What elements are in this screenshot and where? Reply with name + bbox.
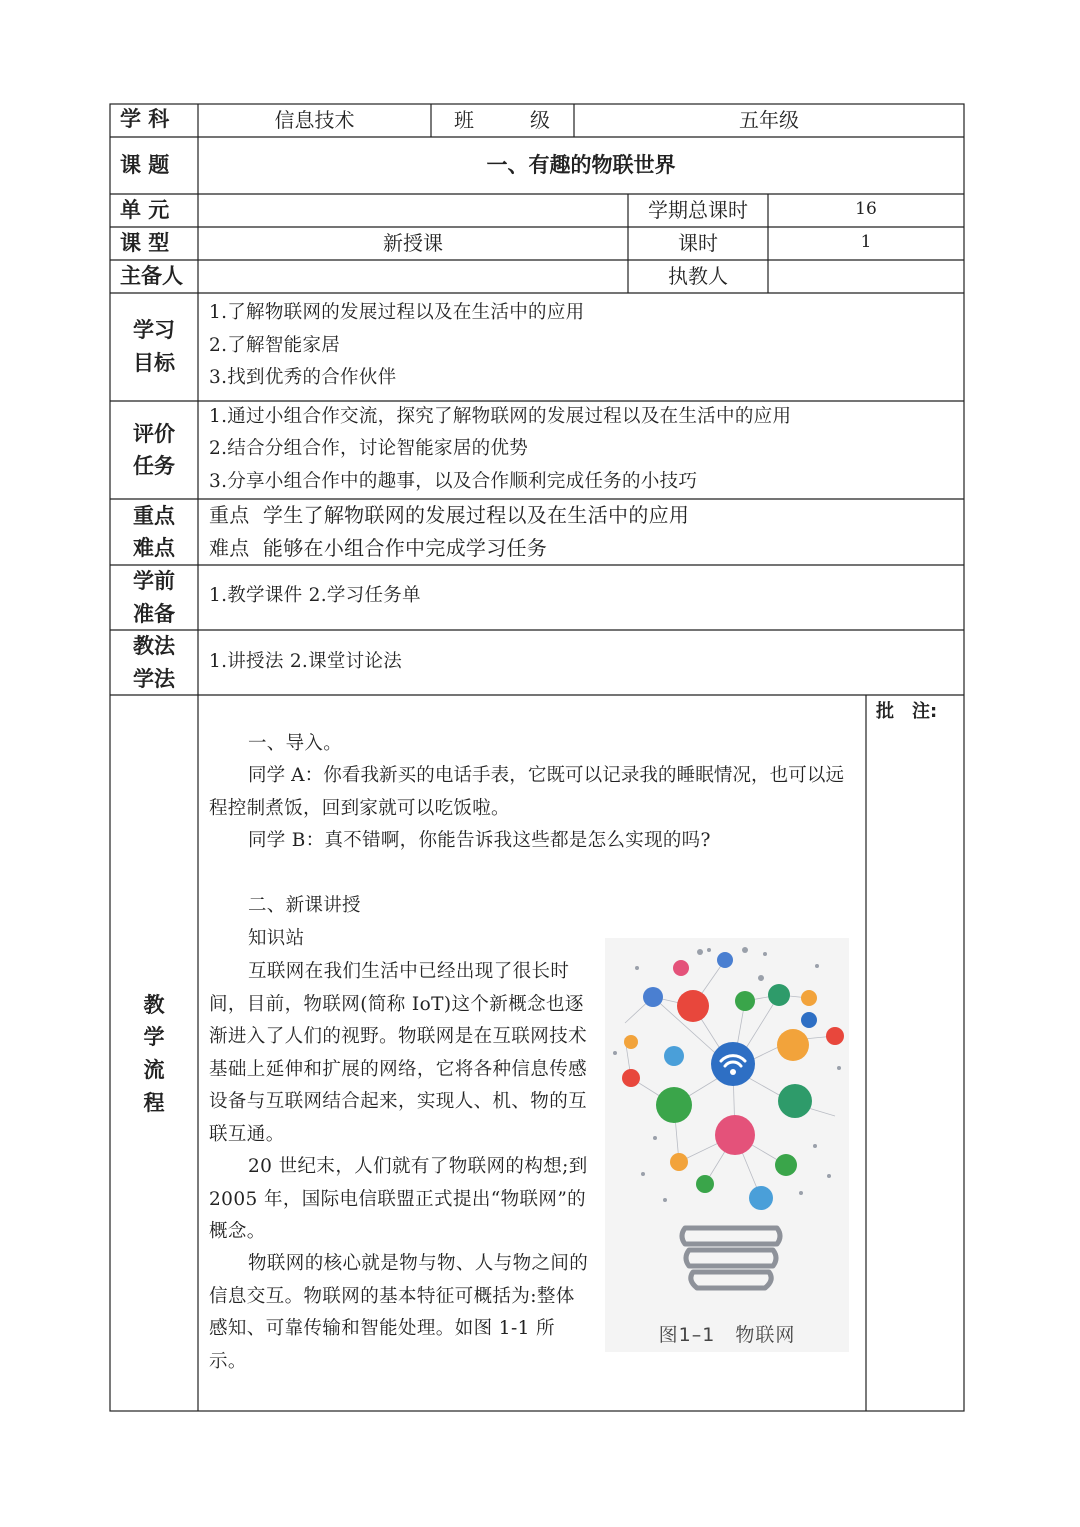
methods-label-2: 学法 (133, 667, 175, 691)
subject-label: 学 科 (120, 107, 170, 131)
paragraph-iot-history: 20 世纪末，人们就有了物联网的构想;到 2005 年，国际电信联盟正式提出“物联网”的概念。 (209, 1156, 588, 1242)
subject-value: 信息技术 (274, 108, 355, 132)
knowledge-station: 知识站 (248, 928, 305, 949)
process-label-char: 流 (143, 1058, 165, 1082)
topic-title: 一、有趣的物联世界 (486, 153, 676, 177)
lesson-type-label: 课 型 (120, 231, 170, 255)
class-label-2: 级 (530, 108, 550, 132)
total-hours-value: 16 (855, 199, 877, 219)
methods-value: 1.讲授法 2.课堂讨论法 (209, 651, 403, 672)
iot-bulb-illustration (605, 938, 849, 1352)
unit-label: 单 元 (120, 198, 170, 222)
iot-bulb-figure (605, 938, 849, 1352)
figure-caption: 图1–1 物联网 (658, 1324, 796, 1346)
process-label-char: 学 (143, 1025, 165, 1049)
preparation-label-2: 准备 (133, 602, 175, 626)
evaluation-item: 3.分享小组合作中的趣事，以及合作顺利完成任务的小技巧 (209, 471, 698, 492)
class-label-1: 班 (454, 108, 474, 132)
objective-item: 3.找到优秀的合作伙伴 (209, 367, 397, 388)
evaluation-item: 2.结合分组合作，讨论智能家居的优势 (209, 438, 529, 459)
key-points-label-2: 难点 (133, 536, 175, 560)
key-point-text: 重点 学生了解物联网的发展过程以及在生活中的应用 (209, 503, 690, 527)
process-label-char: 教 (143, 993, 165, 1017)
evaluation-label-1: 评价 (133, 422, 175, 446)
intro-dialogue-a: 同学 A：你看我新买的电话手表，它既可以记录我的睡眠情况，也可以远 (248, 765, 845, 786)
methods-label-1: 教法 (133, 634, 175, 658)
lesson-type-value: 新授课 (383, 231, 443, 255)
preparer-label: 主备人 (120, 264, 183, 288)
preparation-value: 1.教学课件 2.学习任务单 (209, 585, 421, 606)
class-value: 五年级 (739, 108, 799, 132)
lesson-hours-value: 1 (860, 232, 872, 252)
objectives-label-2: 目标 (133, 351, 175, 375)
intro-dialogue-a-cont: 程控制煮饭，回到家就可以吃饭啦。 (209, 798, 510, 819)
paragraph-iot-intro: 互联网在我们生活中已经出现了很长时间，目前，物联网(简称 IoT)这个新概念也逐渐进入了人们的视野。物联网是在互联网技术基础上延伸和扩展的网络，它将各种信息传感设备与互联网结合起来，实现人、机、物的互联互通。 (209, 961, 588, 1145)
evaluation-item: 1.通过小组合作交流，探究了解物联网的发展过程以及在生活中的应用 (209, 406, 792, 427)
preparation-label-1: 学前 (133, 569, 175, 593)
intro-heading: 一、导入。 (248, 733, 343, 754)
teacher-label: 执教人 (668, 264, 728, 288)
key-points-label-1: 重点 (133, 504, 175, 528)
topic-label: 课 题 (120, 153, 170, 177)
process-label-char: 程 (143, 1091, 165, 1115)
objective-item: 2.了解智能家居 (209, 335, 341, 356)
notes-label: 批 注: (876, 701, 938, 722)
evaluation-label-2: 任务 (133, 454, 175, 478)
difficult-point-text: 难点 能够在小组合作中完成学习任务 (209, 536, 548, 560)
intro-dialogue-b: 同学 B：真不错啊，你能告诉我这些都是怎么实现的吗? (248, 830, 711, 851)
objectives-label-1: 学习 (133, 318, 175, 342)
new-lesson-heading: 二、新课讲授 (248, 895, 361, 916)
objective-item: 1.了解物联网的发展过程以及在生活中的应用 (209, 302, 585, 323)
lesson-hours-label: 课时 (678, 231, 718, 255)
paragraph-iot-core: 物联网的核心就是物与物、人与物之间的信息交互。物联网的基本特征可概括为:整体感知、可靠传输和智能处理。如图 1-1 所示。 (209, 1253, 589, 1372)
total-hours-label: 学期总课时 (648, 198, 748, 222)
